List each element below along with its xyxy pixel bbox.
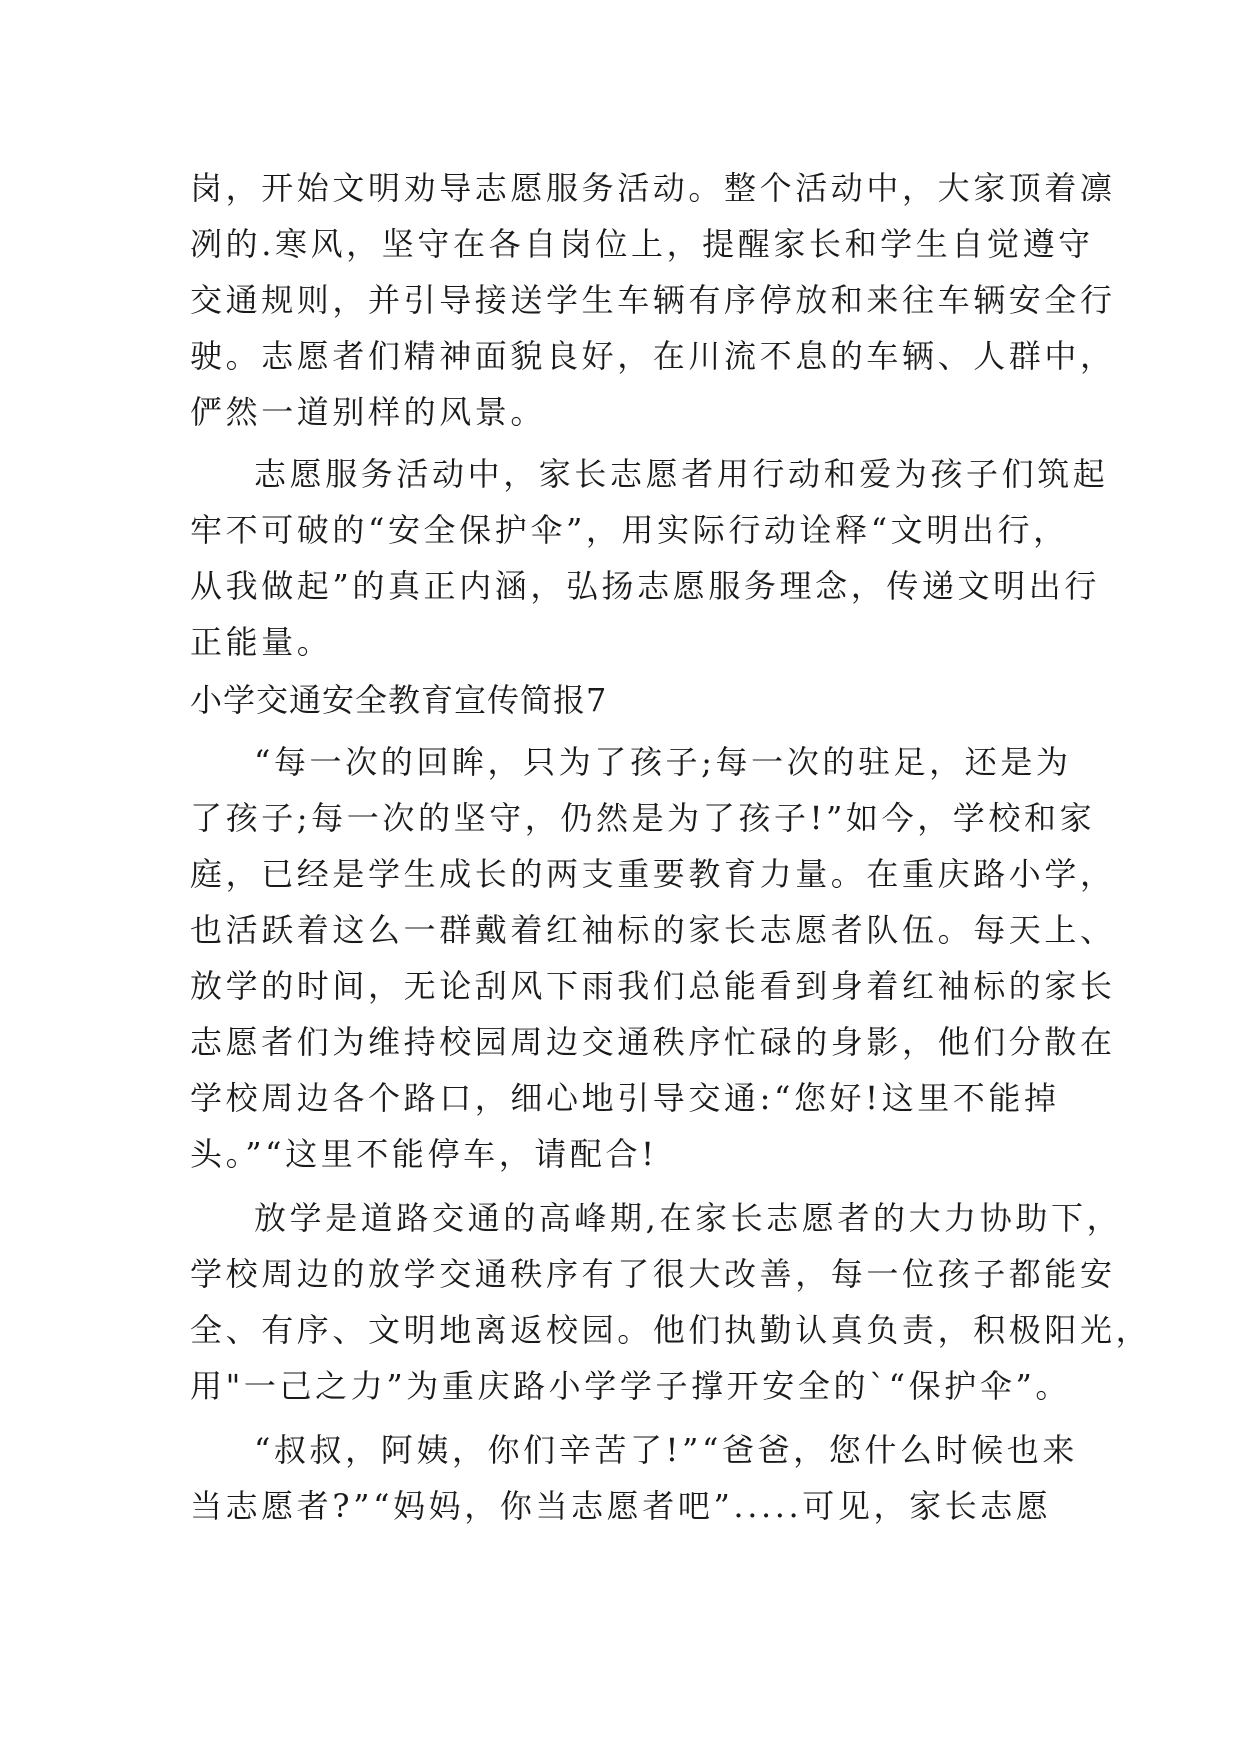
- paragraph-3-line-4: 也活跃着这么一群戴着红袖标的家长志愿者队伍。每天上、: [190, 911, 1116, 949]
- paragraph-4-line-1: 放学是道路交通的高峰期,在家长志愿者的大力协助下，: [254, 1199, 1123, 1237]
- paragraph-3-line-5: 放学的时间，无论刮风下雨我们总能看到身着红袖标的家长: [190, 967, 1116, 1005]
- paragraph-2-line-4: 正能量。: [190, 623, 333, 661]
- paragraph-1-line-3: 交通规则，并引导接送学生车辆有序停放和来往车辆安全行: [190, 281, 1116, 319]
- paragraph-1-line-2: 冽的.寒风，坚守在各自岗位上，提醒家长和学生自觉遵守: [190, 225, 1094, 263]
- paragraph-5-line-1: “叔叔，阿姨，你们辛苦了!”“爸爸，您什么时候也来: [254, 1431, 1078, 1469]
- paragraph-4-line-4: 用"一己之力”为重庆路小学学子撑开安全的`“保护伞”。: [190, 1367, 1071, 1405]
- paragraph-2-line-1: 志愿服务活动中，家长志愿者用行动和爱为孩子们筑起: [254, 455, 1109, 493]
- paragraph-3-line-7: 学校周边各个路口，细心地引导交通:“您好!这里不能掉: [190, 1079, 1060, 1117]
- paragraph-1-line-5: 俨然一道别样的风景。: [190, 393, 547, 431]
- section-heading: 小学交通安全教育宣传简报7: [190, 681, 608, 719]
- paragraph-3-line-8: 头。”“这里不能停车，请配合!: [190, 1135, 658, 1173]
- paragraph-4-line-3: 全、有序、文明地离返校园。他们执勤认真负责，积极阳光，: [190, 1311, 1152, 1349]
- paragraph-3-line-6: 志愿者们为维持校园周边交通秩序忙碌的身影，他们分散在: [190, 1023, 1116, 1061]
- paragraph-2-line-3: 从我做起”的真正内涵，弘扬志愿服务理念，传递文明出行: [190, 567, 1100, 605]
- paragraph-1-line-4: 驶。志愿者们精神面貌良好，在川流不息的车辆、人群中，: [190, 337, 1116, 375]
- paragraph-3-line-2: 了孩子;每一次的坚守，仍然是为了孩子!”如今，学校和家: [190, 799, 1096, 837]
- paragraph-3-line-1: “每一次的回眸，只为了孩子;每一次的驻足，还是为: [254, 743, 1072, 781]
- paragraph-5-line-2: 当志愿者?”“妈妈，你当志愿者吧”.....可见，家长志愿: [190, 1487, 1052, 1525]
- paragraph-2-line-2: 牢不可破的“安全保护伞”，用实际行动诠释“文明出行，: [190, 511, 1069, 549]
- paragraph-3-line-3: 庭，已经是学生成长的两支重要教育力量。在重庆路小学，: [190, 855, 1116, 893]
- paragraph-1-line-1: 岗，开始文明劝导志愿服务活动。整个活动中，大家顶着凛: [190, 169, 1116, 207]
- paragraph-4-line-2: 学校周边的放学交通秩序有了很大改善，每一位孩子都能安: [190, 1255, 1116, 1293]
